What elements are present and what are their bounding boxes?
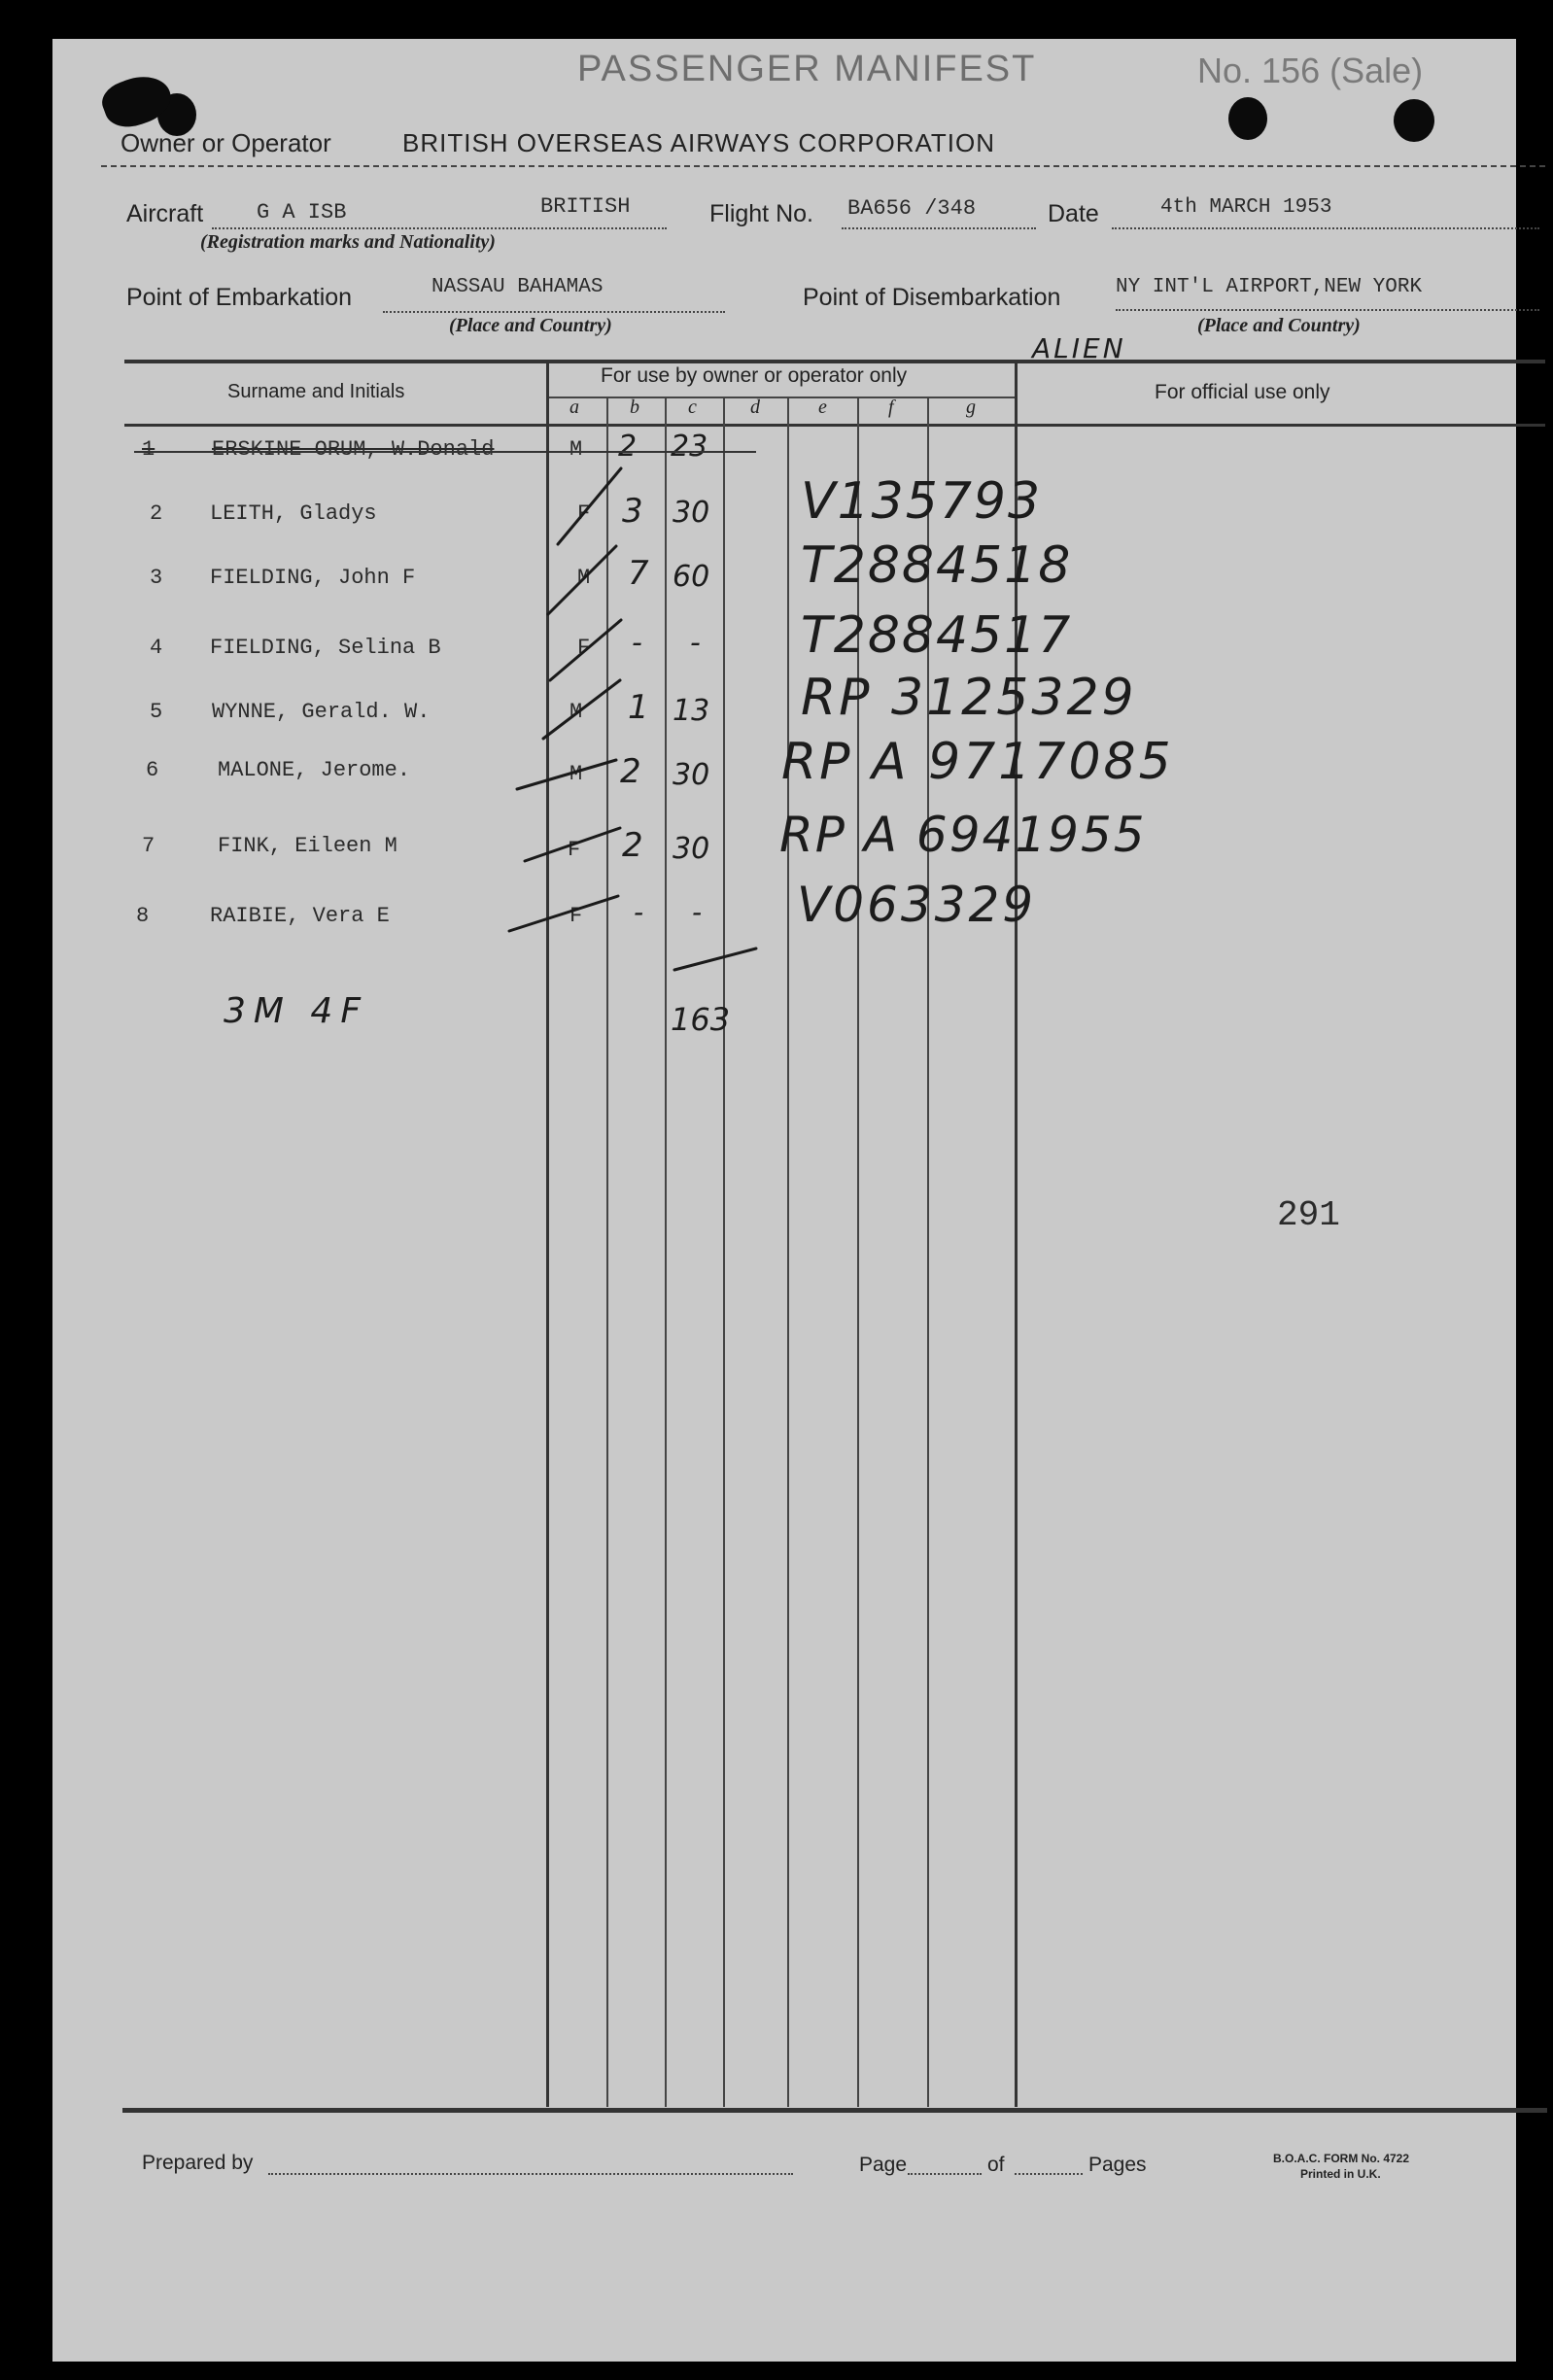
col-c-value: 30 (673, 832, 710, 866)
col-c-value: 23 (671, 430, 708, 464)
disembarkation-value: NY INT'L AIRPORT,NEW YORK (1116, 276, 1423, 298)
col-b-value: 1 (628, 688, 649, 727)
passenger-name: ERSKINE-ORUM, W.Donald (212, 437, 495, 462)
official-use-header: For official use only (1155, 381, 1330, 403)
sex-value: F (569, 904, 583, 928)
row-number: 1 (142, 437, 155, 462)
disembarkation-caption: (Place and Country) (1197, 315, 1361, 336)
page-rule (908, 2173, 982, 2175)
row-number: 3 (150, 566, 163, 590)
col-b-value: 2 (620, 752, 641, 791)
aircraft-label: Aircraft (126, 200, 204, 227)
disembarkation-label: Point of Disembarkation (803, 284, 1061, 311)
embarkation-value: NASSAU BAHAMAS (431, 276, 604, 298)
passport-number: RP 3125329 (801, 669, 1137, 727)
sex-value: M (569, 700, 583, 724)
sex-value: F (568, 838, 581, 862)
prepared-by-label: Prepared by (142, 2152, 254, 2174)
table-bottom-rule (122, 2108, 1547, 2113)
check-mark (509, 896, 618, 931)
passport-number: T2884518 (801, 536, 1073, 595)
col-c-value: 13 (673, 694, 710, 728)
col-b-value: - (634, 896, 644, 928)
row-number: 6 (146, 758, 159, 782)
embarkation-label: Point of Embarkation (126, 284, 353, 311)
page-label: Page (859, 2154, 908, 2176)
col-b-value: 2 (622, 826, 643, 865)
form-id-line-1: B.O.A.C. FORM No. 4722 (1273, 2152, 1410, 2165)
passport-number: V063329 (797, 877, 1037, 933)
manifest-sheet (52, 39, 1516, 2362)
col-c-value: 30 (673, 758, 710, 792)
passenger-name: WYNNE, Gerald. W. (212, 700, 431, 724)
of-rule (1015, 2173, 1083, 2175)
col-b-value: - (632, 626, 642, 660)
col-c-value: - (692, 896, 703, 928)
passenger-name: MALONE, Jerome. (218, 758, 411, 782)
col-letter-a: a (569, 397, 579, 418)
check-mark (550, 620, 621, 680)
col-b-value: 3 (622, 492, 643, 531)
aircraft-caption: (Registration marks and Nationality) (200, 231, 496, 253)
form-number: No. 156 (Sale) (1197, 51, 1424, 90)
col-b-value: 7 (628, 554, 649, 593)
check-mark (543, 680, 620, 739)
check-mark (558, 468, 621, 544)
check-mark (548, 546, 616, 614)
col-letter-c: c (688, 397, 697, 418)
passport-number: V135793 (801, 472, 1043, 531)
col-letter-d: d (750, 397, 760, 418)
total-c-value: 163 (671, 1001, 731, 1038)
form-id-line-2: Printed in U.K. (1300, 2167, 1381, 2181)
aircraft-nationality: BRITISH (540, 194, 631, 219)
passport-number: RP A 6941955 (779, 807, 1147, 863)
passport-number: RP A 9717085 (781, 733, 1174, 791)
row-number: 2 (150, 501, 163, 526)
date-value: 4th MARCH 1953 (1160, 196, 1332, 219)
row-number: 5 (150, 700, 163, 724)
check-mark (517, 760, 616, 789)
summary-note: 3M 4F (224, 991, 369, 1031)
owner-use-header: For use by owner or operator only (601, 364, 908, 387)
sex-value: F (577, 501, 591, 526)
surname-header: Surname and Initials (227, 381, 405, 402)
passport-number: T2884517 (801, 606, 1073, 665)
owner-label: Owner or Operator (121, 128, 331, 157)
of-label: of (987, 2154, 1005, 2176)
pages-label: Pages (1088, 2154, 1147, 2176)
col-c-value: - (690, 626, 701, 660)
col-letter-g: g (966, 397, 976, 418)
check-mark (525, 828, 620, 861)
prepared-by-rule (268, 2173, 793, 2175)
embarkation-caption: (Place and Country) (449, 315, 612, 336)
alien-note: ALIEN (1032, 332, 1126, 364)
date-label: Date (1048, 200, 1099, 227)
page-title: PASSENGER MANIFEST (577, 49, 1037, 89)
sex-value: M (577, 566, 591, 590)
flight-value: BA656 /348 (847, 196, 977, 221)
check-marks (52, 39, 1516, 1108)
col-c-value: 30 (673, 496, 710, 530)
owner-value: BRITISH OVERSEAS AIRWAYS CORPORATION (402, 128, 996, 157)
col-b-value: 2 (618, 430, 638, 464)
col-letter-f: f (888, 397, 894, 418)
total-underline (674, 949, 756, 970)
sex-value: F (577, 636, 591, 660)
col-letter-e: e (818, 397, 827, 418)
sex-value: M (569, 762, 583, 786)
row-number: 8 (136, 904, 150, 928)
row-number: 4 (150, 636, 163, 660)
col-c-value: 60 (673, 560, 710, 594)
page-stamp: 291 (1277, 1195, 1340, 1235)
sex-value: M (569, 437, 583, 462)
passenger-name: FIELDING, Selina B (210, 636, 441, 660)
aircraft-registration: G A ISB (257, 200, 347, 224)
passenger-name: LEITH, Gladys (210, 501, 377, 526)
flight-label: Flight No. (709, 200, 813, 227)
col-letter-b: b (630, 397, 639, 418)
row-number: 7 (142, 834, 155, 858)
passenger-name: RAIBIE, Vera E (210, 904, 390, 928)
passenger-name: FINK, Eileen M (218, 834, 397, 858)
passenger-name: FIELDING, John F (210, 566, 416, 590)
